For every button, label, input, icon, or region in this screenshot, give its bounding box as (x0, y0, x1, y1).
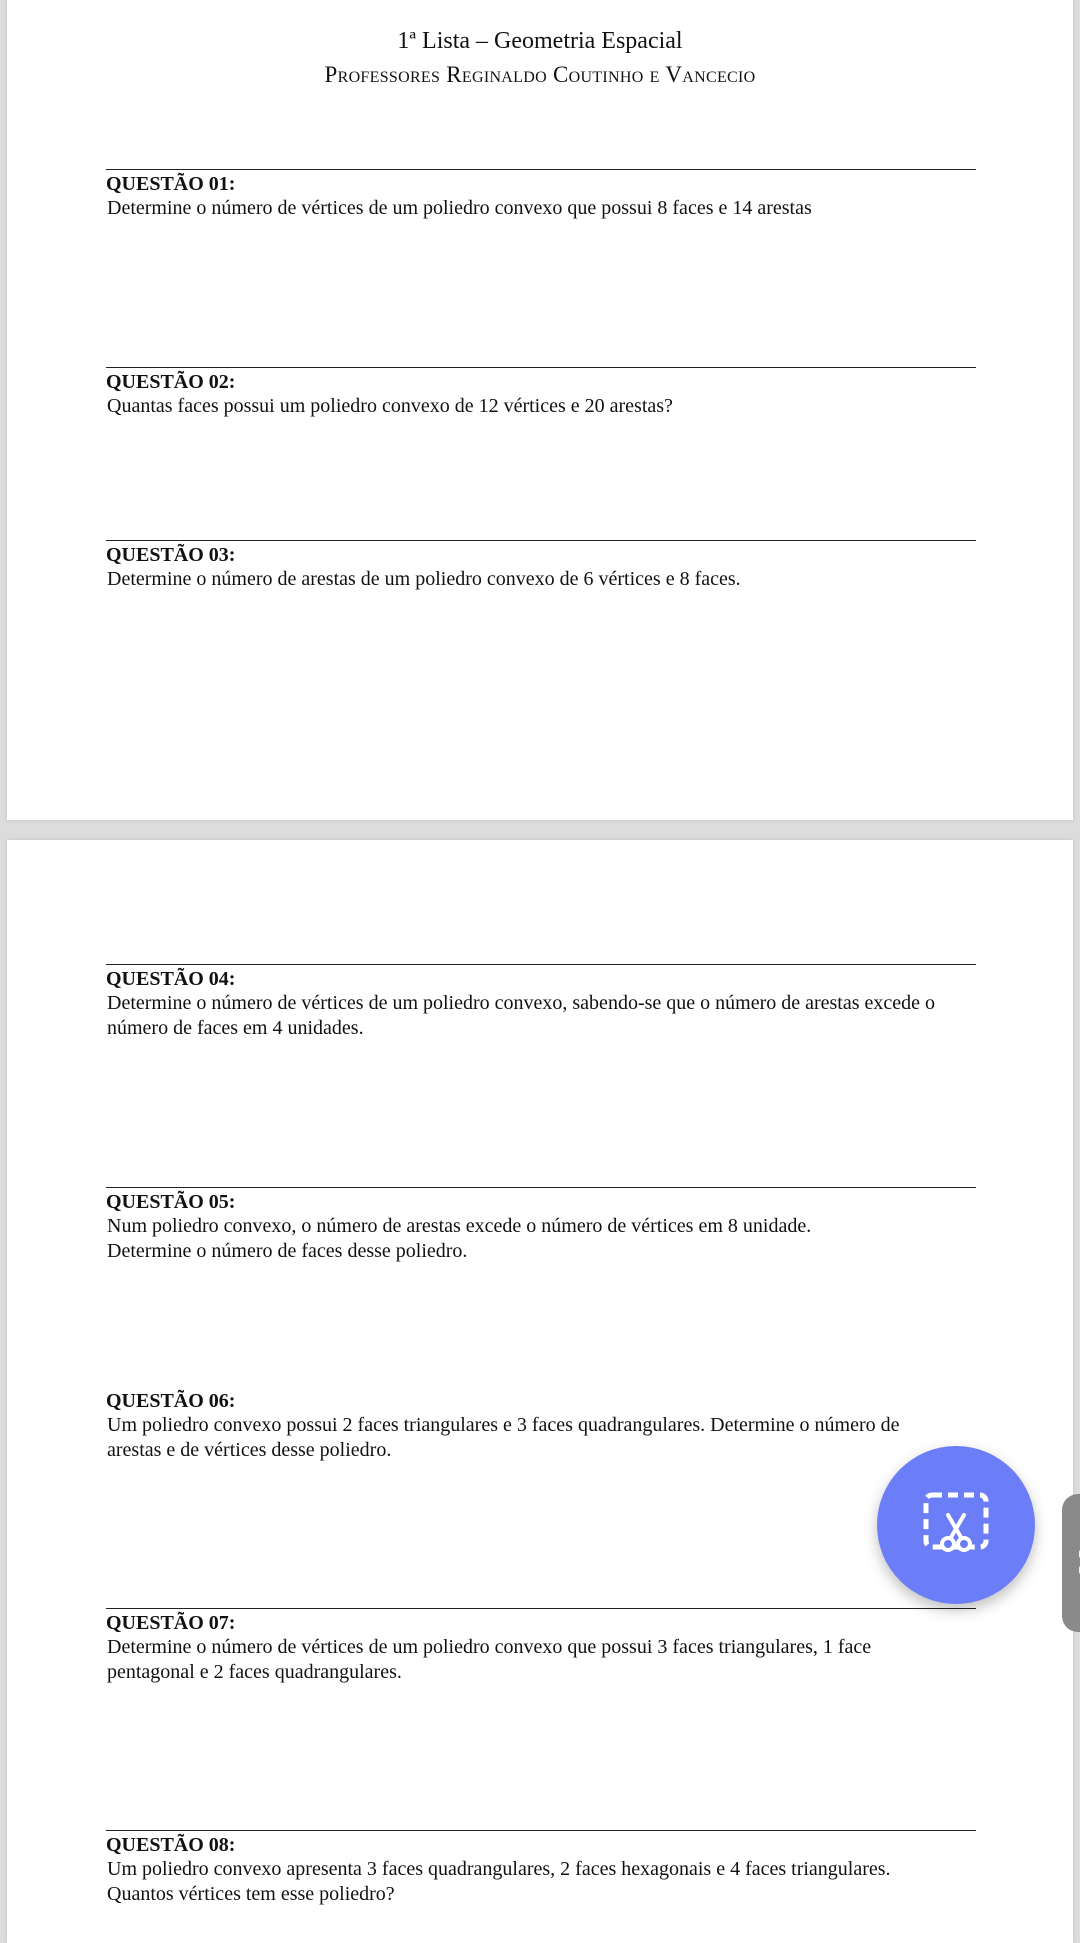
question-text-line: Num poliedro convexo, o número de arestas excede o número de vértices em 8 unidade. (107, 1215, 812, 1237)
question-02 (106, 367, 976, 419)
question-text-line: Quantos vértices tem esse poliedro? (107, 1883, 395, 1905)
screenshot-scissors-icon (918, 1485, 994, 1566)
document-subtitle: Professores Reginaldo Coutinho e Vancecio (324, 62, 756, 87)
question-label: QUESTÃO 02: (106, 371, 236, 393)
question-06 (106, 1387, 976, 1463)
document-title: 1ª Lista – Geometria Espacial (397, 28, 683, 54)
question-07 (106, 1608, 976, 1685)
question-05 (106, 1187, 976, 1264)
question-03 (106, 540, 976, 592)
question-label: QUESTÃO 07: (106, 1612, 236, 1634)
edge-panel-handle[interactable] (1062, 1494, 1080, 1632)
question-text-line: Um poliedro convexo apresenta 3 faces quadrangulares, 2 faces hexagonais e 4 faces triangulares. (107, 1858, 891, 1880)
question-text: Quantas faces possui um poliedro convexo de 12 vértices e 20 arestas? (107, 395, 673, 417)
question-text-line: número de faces em 4 unidades. (107, 1017, 364, 1039)
question-04 (106, 964, 976, 1041)
question-text: Determine o número de vértices de um poliedro convexo que possui 8 faces e 14 arestas (107, 197, 812, 219)
question-label: QUESTÃO 06: (106, 1390, 236, 1412)
question-01 (106, 169, 976, 221)
question-label: QUESTÃO 05: (106, 1191, 236, 1213)
question-label: QUESTÃO 08: (106, 1834, 236, 1856)
question-label: QUESTÃO 04: (106, 968, 236, 990)
question-text-line: arestas e de vértices desse poliedro. (107, 1439, 392, 1461)
question-label: QUESTÃO 01: (106, 173, 236, 195)
question-label: QUESTÃO 03: (106, 544, 236, 566)
question-text-line: Determine o número de faces desse poliedro. (107, 1240, 468, 1262)
screenshot-capture-button[interactable] (877, 1446, 1035, 1604)
question-text-line: Determine o número de vértices de um poliedro convexo que possui 3 faces triangulares, 1 face (107, 1636, 872, 1658)
question-text: Determine o número de arestas de um poliedro convexo de 6 vértices e 8 faces. (107, 568, 741, 590)
question-text-line: pentagonal e 2 faces quadrangulares. (107, 1661, 402, 1683)
question-08 (106, 1830, 976, 1907)
question-text-line: Um poliedro convexo possui 2 faces triangulares e 3 faces quadrangulares. Determine o número de (107, 1414, 900, 1436)
question-text-line: Determine o número de vértices de um poliedro convexo, sabendo-se que o número de arestas excede o (107, 992, 936, 1014)
